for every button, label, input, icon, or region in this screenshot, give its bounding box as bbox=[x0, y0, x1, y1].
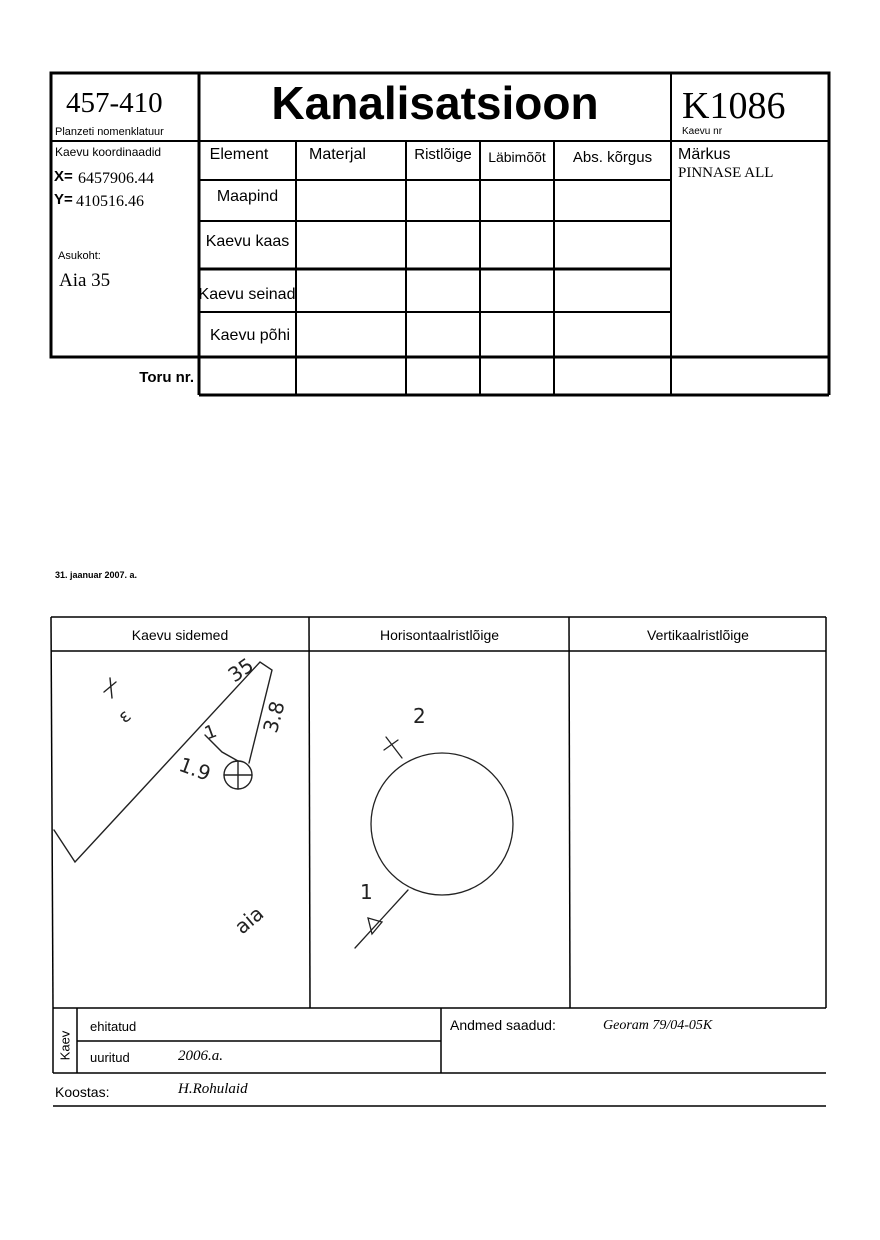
sketch-mark-2: 2 bbox=[413, 704, 426, 728]
data-source-label: Andmed saadud: bbox=[450, 1017, 556, 1033]
x-label: X= bbox=[54, 168, 73, 185]
col-header-material: Materjal bbox=[309, 146, 366, 163]
author-label: Koostas: bbox=[55, 1084, 110, 1100]
well-number-value: K1086 bbox=[682, 85, 786, 127]
sketch-header-vertical: Vertikaalristlõige bbox=[647, 627, 749, 643]
y-label: Y= bbox=[54, 191, 73, 208]
well-cross-section bbox=[371, 753, 513, 895]
sketch-mark-1: 1 bbox=[201, 720, 220, 745]
horizontal-sketch bbox=[300, 640, 570, 970]
notes-label: Märkus bbox=[678, 146, 731, 163]
location-value: Aia 35 bbox=[59, 270, 111, 291]
kaev-label: Kaev bbox=[57, 1030, 73, 1061]
built-label: ehitatud bbox=[90, 1019, 137, 1034]
author-value: H.Rohulaid bbox=[178, 1081, 248, 1097]
boundary-line bbox=[54, 662, 272, 862]
nomenclature-value: 457-410 bbox=[66, 87, 163, 119]
sketch-header-connections: Kaevu sidemed bbox=[131, 627, 229, 643]
well-number-label: Kaevu nr bbox=[682, 126, 723, 137]
col-header-abs-height: Abs. kõrgus bbox=[572, 149, 653, 166]
pipe-upper bbox=[384, 737, 402, 758]
nomenclature-label: Planzeti nomenklatuur bbox=[55, 126, 164, 138]
row-label-lid: Kaevu kaas bbox=[205, 233, 290, 250]
location-label: Asukoht: bbox=[58, 250, 101, 262]
sketch-mark-pipe-1: 1 bbox=[360, 880, 373, 904]
row-label-bottom: Kaevu põhi bbox=[209, 327, 291, 344]
sketch-header-horizontal: Horisontaalristlõige bbox=[379, 627, 500, 643]
document-date: 31. jaanuar 2007. a. bbox=[55, 570, 138, 580]
col-header-element: Element bbox=[209, 146, 269, 163]
pipe-number-label: Toru nr. bbox=[139, 369, 194, 386]
row-label-ground: Maapind bbox=[216, 188, 279, 205]
sketch-mark-38: 3.8 bbox=[258, 698, 290, 736]
x-value: 6457906.44 bbox=[78, 170, 154, 187]
sketch-mark-street: aia bbox=[229, 901, 269, 939]
col-header-cross-section: Ristlõige bbox=[414, 146, 472, 163]
inspected-label: uuritud bbox=[90, 1050, 130, 1065]
coords-label: Kaevu koordinaadid bbox=[55, 145, 162, 159]
sketch-mark-35: 35 bbox=[223, 652, 259, 688]
col-header-diameter: Läbimõõt bbox=[488, 149, 546, 165]
page-title: Kanalisatsioon bbox=[271, 77, 599, 129]
inspected-value: 2006.a. bbox=[178, 1048, 223, 1064]
sketch-mark-19: 1.9 bbox=[175, 752, 214, 786]
sketch-mark-e: ε bbox=[114, 705, 136, 728]
y-value: 410516.46 bbox=[76, 193, 144, 210]
notes-value: PINNASE ALL bbox=[678, 165, 774, 181]
row-label-walls: Kaevu seinad bbox=[198, 286, 296, 303]
data-source-value: Georam 79/04-05K bbox=[603, 1018, 713, 1033]
